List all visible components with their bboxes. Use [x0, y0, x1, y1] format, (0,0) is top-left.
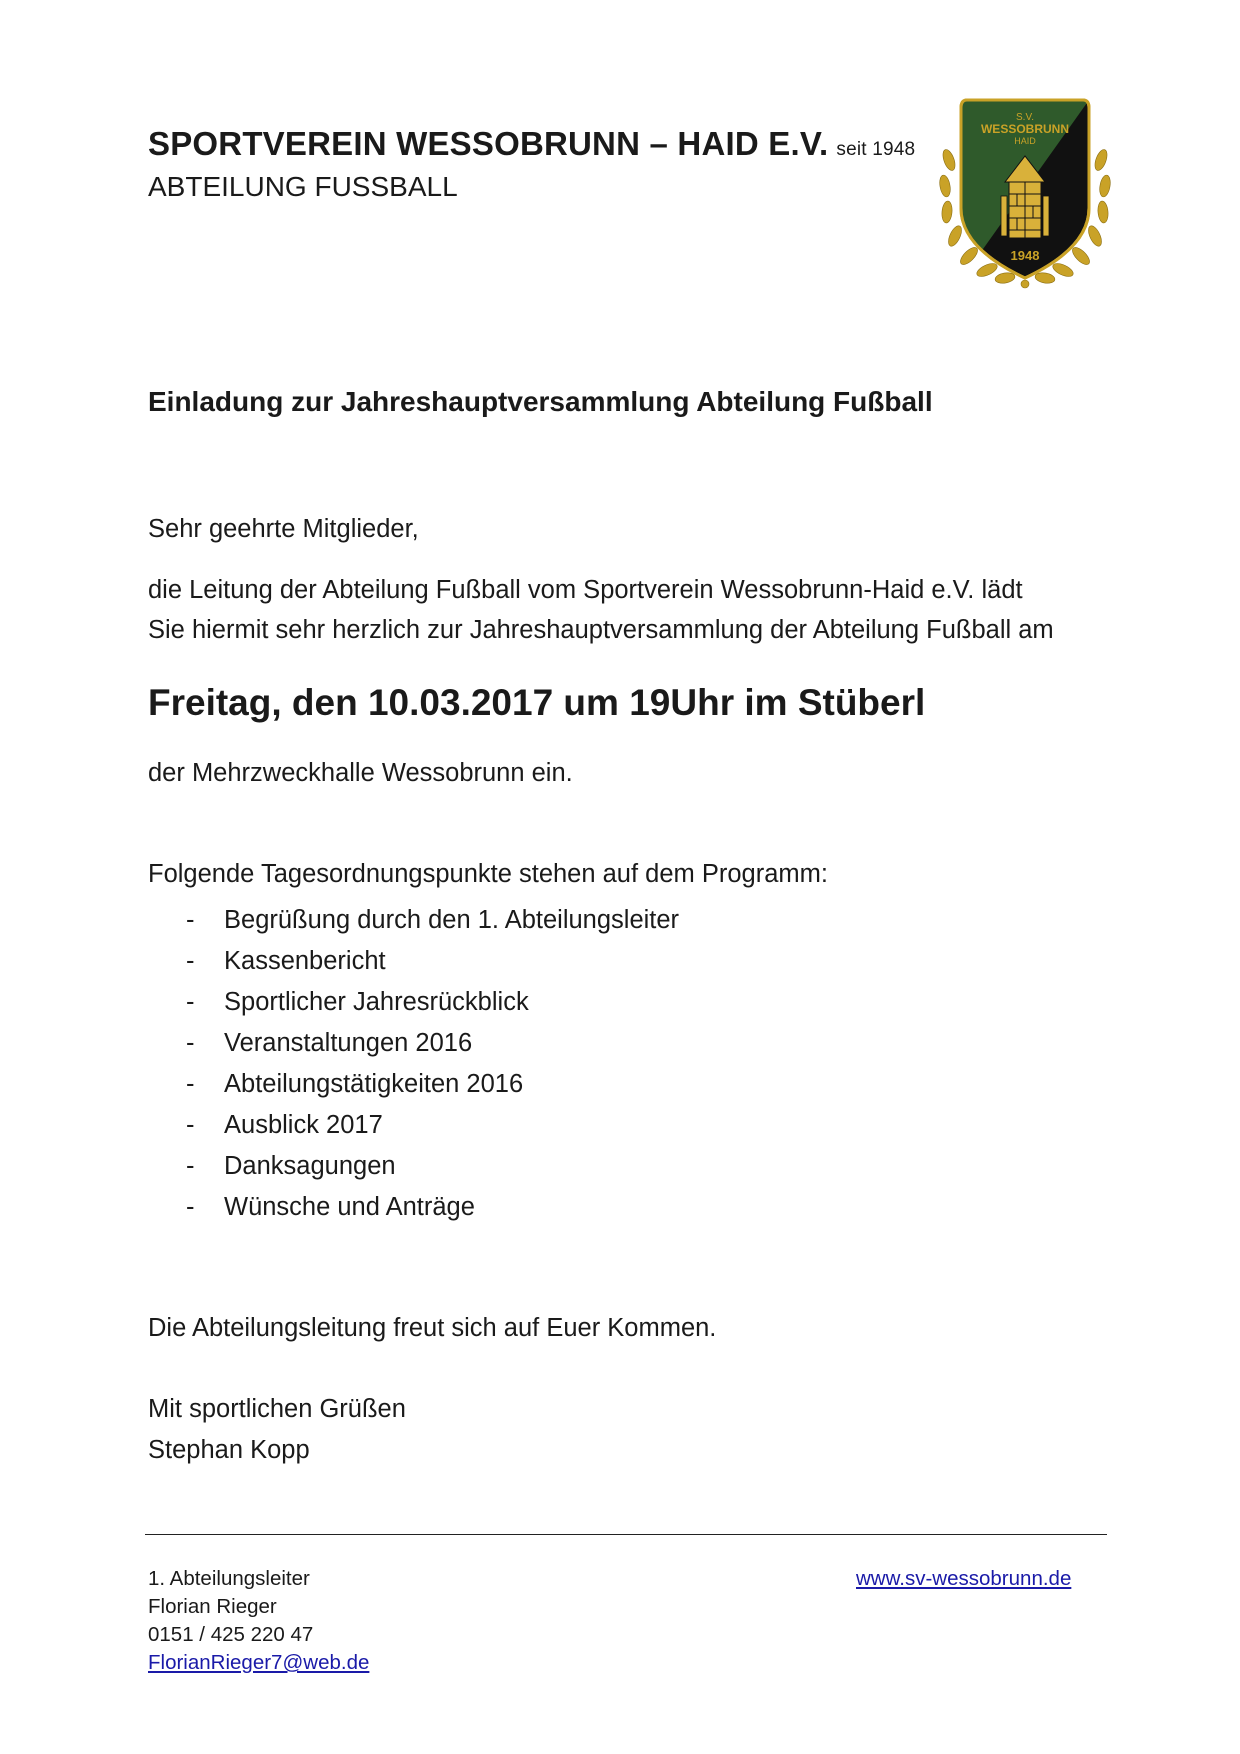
logo-year-text: 1948 [1010, 248, 1040, 263]
agenda-dash: - [186, 988, 195, 1016]
letter-heading: Einladung zur Jahreshauptversammlung Abteilung Fußball [148, 386, 933, 417]
agenda-item [148, 1187, 679, 1228]
logo-haid-text: HAID [1014, 136, 1036, 146]
agenda-item [148, 1064, 679, 1105]
agenda-dash: - [186, 906, 195, 934]
club-name [148, 124, 915, 170]
salutation: Sehr geehrte Mitglieder, [148, 515, 419, 543]
footer-role: 1. Abteilungsleiter [148, 1567, 310, 1590]
club-since: seit 1948 [836, 139, 916, 160]
agenda-item [148, 1146, 679, 1187]
agenda-item-text: Veranstaltungen 2016 [224, 1029, 473, 1057]
logo-name-text: WESSOBRUNN [980, 122, 1070, 136]
agenda-dash: - [186, 1111, 195, 1139]
agenda-item-text: Danksagungen [224, 1152, 396, 1180]
intro-line-1: die Leitung der Abteilung Fußball vom Sportverein Wessobrunn-Haid e.V. lädt [148, 576, 1023, 604]
regards: Mit sportlichen Grüßen [148, 1395, 406, 1423]
agenda-intro: Folgende Tagesordnungspunkte stehen auf dem Programm: [148, 860, 828, 888]
agenda-item [148, 900, 679, 941]
club-name-text: SPORTVEREIN WESSOBRUNN – HAID E.V. [148, 125, 829, 162]
location-line: der Mehrzweckhalle Wessobrunn ein. [148, 759, 573, 787]
intro-line-2: Sie hiermit sehr herzlich zur Jahreshauptversammlung der Abteilung Fußball am [148, 616, 1054, 644]
footer-website-link[interactable]: www.sv-wessobrunn.de [856, 1567, 1072, 1590]
agenda-dash: - [186, 1193, 195, 1221]
agenda-dash: - [186, 947, 195, 975]
agenda-item-text: Begrüßung durch den 1. Abteilungsleiter [224, 906, 680, 934]
footer-email-link[interactable]: FlorianRieger7@web.de [148, 1651, 370, 1674]
footer-name: Florian Rieger [148, 1595, 277, 1618]
footer-divider [145, 1534, 1107, 1535]
agenda-list [148, 900, 679, 1228]
agenda-item [148, 941, 679, 982]
agenda-item [148, 1105, 679, 1146]
closing-line: Die Abteilungsleitung freut sich auf Euer Kommen. [148, 1314, 717, 1342]
agenda-item-text: Sportlicher Jahresrückblick [224, 988, 529, 1016]
club-logo [935, 90, 1115, 290]
agenda-dash: - [186, 1070, 195, 1098]
agenda-item-text: Ausblick 2017 [224, 1111, 383, 1139]
agenda-item-text: Wünsche und Anträge [224, 1193, 475, 1221]
agenda-item-text: Kassenbericht [224, 947, 386, 975]
logo-sv-text: S.V. [1016, 112, 1034, 123]
footer-phone: 0151 / 425 220 47 [148, 1623, 314, 1646]
date-line: Freitag, den 10.03.2017 um 19Uhr im Stüberl [148, 682, 926, 723]
agenda-item [148, 1023, 679, 1064]
agenda-dash: - [186, 1029, 195, 1057]
signature-name: Stephan Kopp [148, 1436, 310, 1464]
agenda-item-text: Abteilungstätigkeiten 2016 [224, 1070, 524, 1098]
agenda-dash: - [186, 1152, 195, 1180]
agenda-item [148, 982, 679, 1023]
department-name: ABTEILUNG FUSSBALL [148, 171, 458, 202]
